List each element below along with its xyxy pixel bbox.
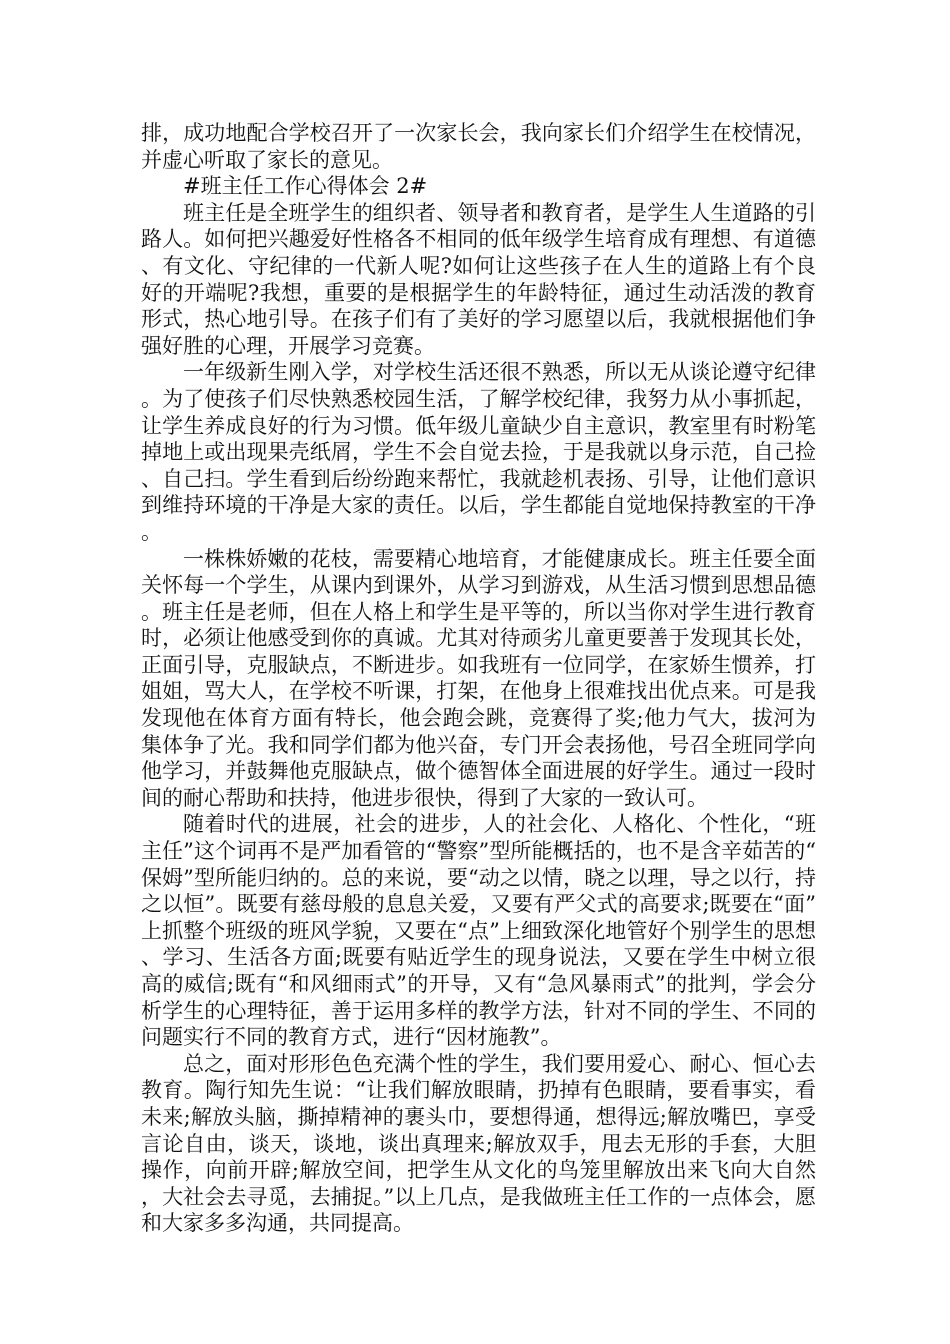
paragraph-continuation: 排，成功地配合学校召开了一次家长会，我向家长们介绍学生在校情况，并虚心听取了家长的意见。 [141,121,816,172]
paragraph: 总之，面对形形色色充满个性的学生，我们要用爱心、耐心、恒心去教育。陶行知先生说：“让我们解放眼睛，扔掉有色眼睛，要看事实，看未来;解放头脑，撕掉精神的裹头巾，要想得通，想得远;解放嘴巴，享受言论自由，谈天，谈地，谈出真理来;解放双手，甩去无形的手套，大胆操作，向前开辟;解放空间，把学生从文化的鸟笼里解放出来飞向大自然，大社会去寻觅，去捕捉。”以上几点，是我做班主任工作的一点体会，愿和大家多多沟通，共同提高。 [141,1051,816,1236]
paragraph: 班主任是全班学生的组织者、领导者和教育者，是学生人生道路的引路人。如何把兴趣爱好性格各不相同的低年级学生培育成有理想、有道德、有文化、守纪律的一代新人呢?如何让这些孩子在人生的道路上有个良好的开端呢?我想，重要的是根据学生的年龄特征，通过生动活泼的教育形式，热心地引导。在孩子们有了美好的学习愿望以后，我就根据他们争强好胜的心理，开展学习竞赛。 [141,200,816,358]
paragraph: 随着时代的进展，社会的进步，人的社会化、人格化、个性化，“班主任”这个词再不是严加看管的“警察”型所能概括的，也不是含辛茹苦的“保姆”型所能归纳的。总的来说，要“动之以情，晓之以理，导之以行，持之以恒”。既要有慈母般的息息关爱，又要有严父式的高要求;既要在“面”上抓整个班级的班风学貌，又要在“点”上细致深化地管好个别学生的思想、学习、生活各方面;既要有贴近学生的现身说法，又要在学生中树立很高的威信;既有“和风细雨式”的开导，又有“急风暴雨式”的批判，学会分析学生的心理特征，善于运用多样的教学方法，针对不同的学生、不同的问题实行不同的教育方式，进行“因材施教”。 [141,812,816,1050]
section-heading: #班主任工作心得体会 2# [183,174,428,199]
paragraph: 一年级新生刚入学，对学校生活还很不熟悉，所以无从谈论遵守纪律。为了使孩子们尽快熟悉校园生活，了解学校纪律，我努力从小事抓起，让学生养成良好的行为习惯。低年级儿童缺少自主意识，教室里有时粉笔掉地上或出现果壳纸屑，学生不会自觉去捡，于是我就以身示范，自己捡、自己扫。学生看到后纷纷跑来帮忙，我就趁机表扬、引导，让他们意识到维持环境的干净是大家的责任。以后，学生都能自觉地保持教室的干净。 [141,360,816,544]
paragraph: 一株株娇嫩的花枝，需要精心地培育，才能健康成长。班主任要全面关怀每一个学生，从课内到课外，从学习到游戏，从生活习惯到思想品德。班主任是老师，但在人格上和学生是平等的，所以当你对学生进行教育时，必须让他感受到你的真诚。尤其对待顽劣儿童更要善于发现其长处，正面引导，克服缺点，不断进步。如我班有一位同学，在家娇生惯养，打姐姐，骂大人，在学校不听课，打架，在他身上很难找出优点来。可是我发现他在体育方面有特长，他会跑会跳，竞赛得了奖;他力气大，拔河为集体争了光。我和同学们都为他兴奋，专门开会表扬他，号召全班同学向他学习，并鼓舞他克服缺点，做个德智体全面进展的好学生。通过一段时间的耐心帮助和扶持，他进步很快，得到了大家的一致认可。 [141,546,816,810]
document-body [141,120,816,1237]
